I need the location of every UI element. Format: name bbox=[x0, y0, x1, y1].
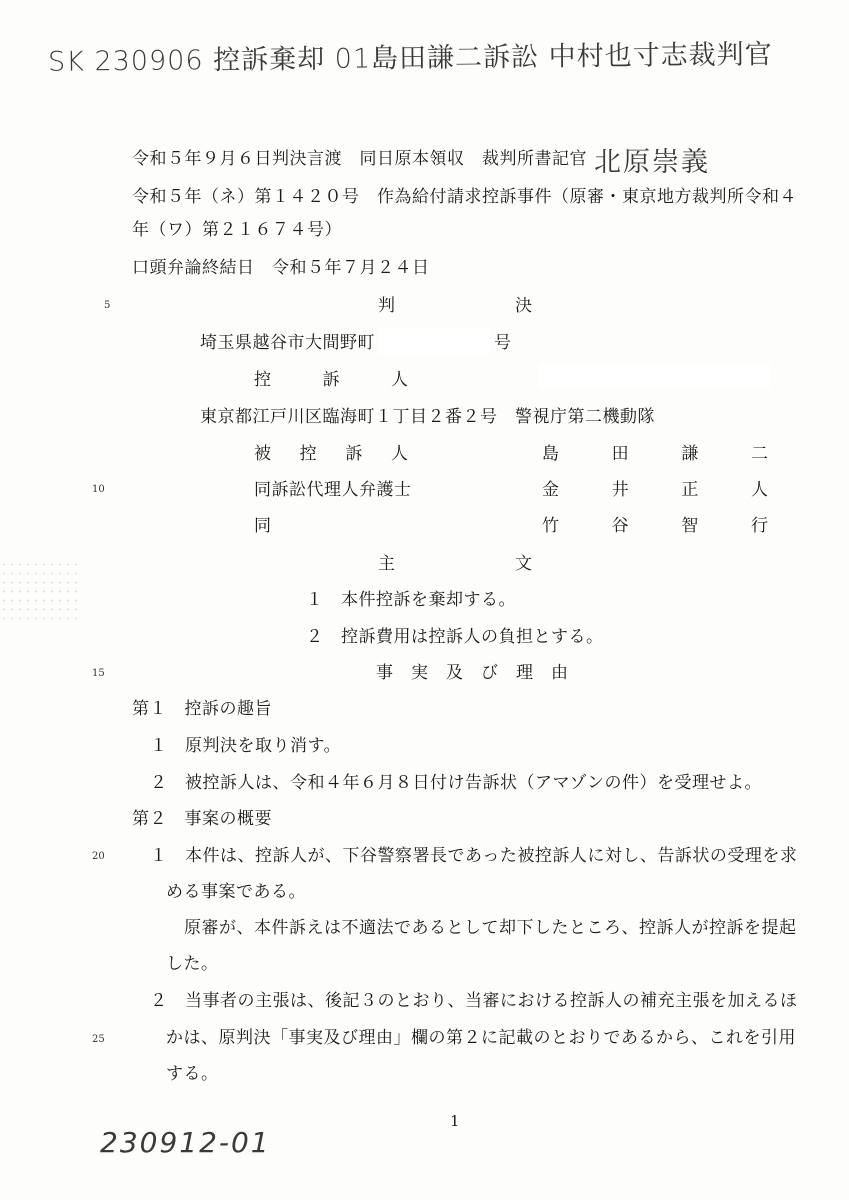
section-2-paragraph-1-line-2: める事案である。 bbox=[166, 882, 306, 902]
redaction-box bbox=[538, 362, 770, 390]
line-number: 15 bbox=[92, 668, 105, 679]
counsel-1-name: 金 井 正 人 bbox=[542, 480, 768, 500]
section-2-paragraph-3-line-2: かは、原判決「事実及び理由」欄の第２に記載のとおりであるから、これを引用 bbox=[166, 1028, 796, 1048]
main-text-item-1: １ 本件控訴を棄却する。 bbox=[306, 590, 516, 610]
header-line-2: 令和５年（ネ）第１４２０号 作為給付請求控訴事件（原審・東京地方裁判所令和４ bbox=[132, 187, 797, 207]
appellant-label: 控 訴 人 bbox=[254, 370, 408, 390]
header-line-1: 令和５年９月６日判決言渡 同日原本領収 裁判所書記官 bbox=[132, 149, 587, 169]
handwritten-case-note: SK 230906 控訴棄却 01島田謙二訴訟 中村也寸志裁判官 bbox=[47, 39, 773, 78]
handwritten-filing-number: 230912-01 bbox=[100, 1126, 271, 1159]
judgment-title: 判 決 bbox=[378, 296, 532, 316]
section-2-paragraph-2-line-2: した。 bbox=[166, 954, 219, 974]
section-1-item-2: ２ 被控訴人は、令和４年６月８日付け告訴状（アマゾンの件）を受理せよ。 bbox=[150, 773, 762, 793]
reasons-heading: 事 実 及 び 理 由 bbox=[376, 663, 569, 683]
page-number: 1 bbox=[450, 1112, 461, 1130]
appellee-label: 被 控 訴 人 bbox=[254, 444, 408, 464]
section-2-paragraph-2-line-1: 原審が、本件訴えは不適法であるとして却下したところ、控訴人が控訴を提起 bbox=[184, 918, 797, 938]
header-line-3: 年（ワ）第２１６７４号） bbox=[132, 220, 342, 240]
line-number: 5 bbox=[104, 300, 111, 311]
counsel-label: 同訴訟代理人弁護士 bbox=[254, 480, 412, 500]
section-2-paragraph-1-line-1: １ 本件は、控訴人が、下谷警察署長であった被控訴人に対し、告訴状の受理を求 bbox=[150, 846, 798, 866]
section-1-item-1: １ 原判決を取り消す。 bbox=[150, 736, 342, 756]
section-2-paragraph-3-line-1: ２ 当事者の主張は、後記３のとおり、当審における控訴人の補充主張を加えるほ bbox=[150, 991, 798, 1011]
appellee-address: 東京都江戸川区臨海町１丁目２番２号 警視庁第二機動隊 bbox=[200, 407, 655, 427]
redaction-box bbox=[378, 328, 490, 354]
appellant-address-suffix: 号 bbox=[494, 333, 512, 353]
main-text-item-2: ２ 控訴費用は控訴人の負担とする。 bbox=[306, 627, 604, 647]
line-number: 10 bbox=[92, 484, 105, 495]
header-line-4: 口頭弁論終結日 令和５年７月２４日 bbox=[132, 258, 430, 278]
section-2-paragraph-3-line-3: する。 bbox=[166, 1064, 219, 1084]
appellant-address: 埼玉県越谷市大間野町 bbox=[200, 333, 375, 353]
section-1-title: 第１ 控訴の趣旨 bbox=[132, 699, 272, 719]
clerk-signature: 北原崇義 bbox=[594, 147, 710, 178]
main-text-heading: 主 文 bbox=[378, 554, 532, 574]
counsel-2-name: 竹 谷 智 行 bbox=[542, 516, 768, 536]
line-number: 20 bbox=[92, 851, 105, 862]
line-number: 25 bbox=[92, 1034, 105, 1045]
section-2-title: 第２ 事案の概要 bbox=[132, 809, 272, 829]
appellee-name: 島 田 謙 二 bbox=[542, 444, 768, 464]
counsel-2-label: 同 bbox=[254, 516, 272, 536]
scan-noise bbox=[0, 560, 80, 620]
